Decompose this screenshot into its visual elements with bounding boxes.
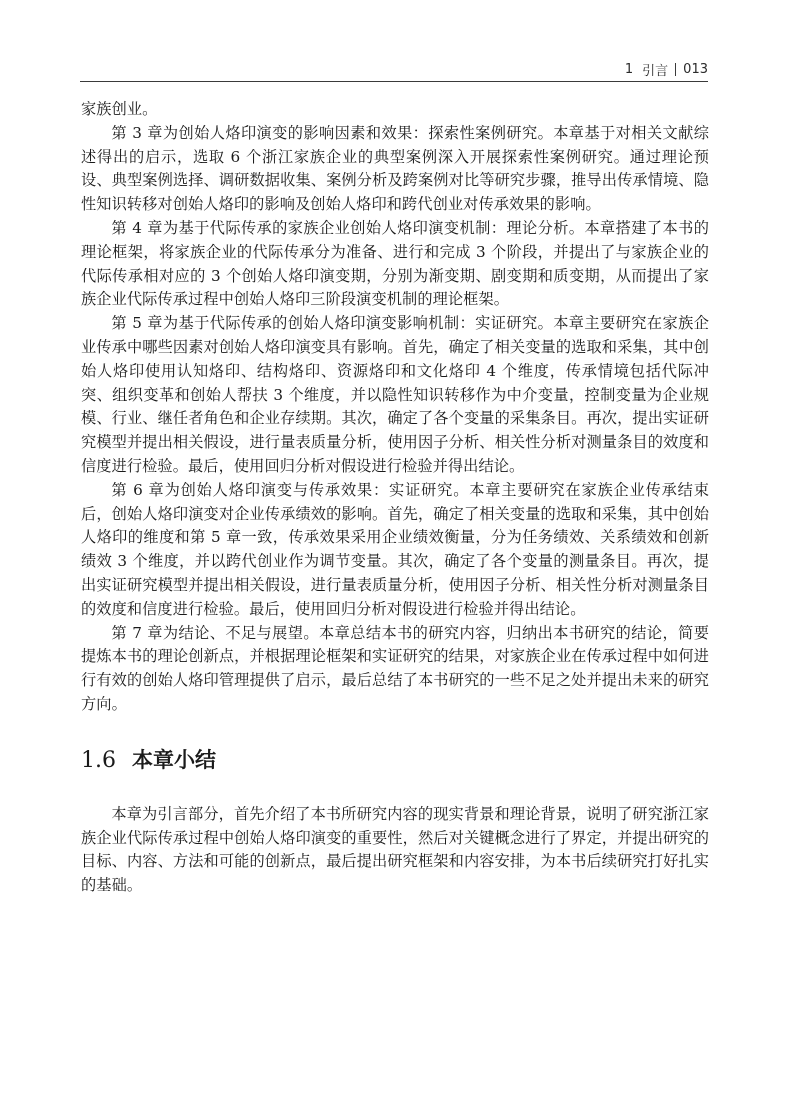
- header-page-number: 013: [683, 62, 708, 77]
- section-number: 1.6: [81, 747, 116, 773]
- header-info: [625, 60, 708, 79]
- header-chapter-number: 1: [624, 62, 634, 77]
- paragraph-chapter-6: 第 6 章为创始人烙印演变与传承效果：实证研究。本章主要研究在家族企业传承结束后，创始人烙印演变对企业传承绩效的影响。首先，确定了相关变量的选取和采集，其中创始人烙印的维度和第 5 章一致，传承效果采用企业绩效衡量，分为任务绩效、关系绩效和创新绩效 3 个维度，并以跨代创业作为调节变量。其次，确定了各个变量的测量条目。再次，提出实证研究模型并提出相关假设，进行量表质量分析，使用因子分析、相关性分析对测量条目的效度和信度进行检验。最后，使用回归分析对假设进行检验并得出结论。: [81, 480, 709, 618]
- running-header: [80, 59, 708, 82]
- paragraph-chapter-7: 第 7 章为结论、不足与展望。本章总结本书的研究内容，归纳出本书研究的结论，简要提炼本书的理论创新点，并根据理论框架和实证研究的结果，对家族企业在传承过程中如何进行有效的创始人烙印管理提供了启示，最后总结了本书研究的一些不足之处并提出未来的研究方向。: [81, 623, 709, 713]
- header-separator: [675, 63, 676, 76]
- paragraph-summary: 本章为引言部分，首先介绍了本书所研究内容的现实背景和理论背景，说明了研究浙江家族企业代际传承过程中创始人烙印演变的重要性，然后对关键概念进行了界定，并提出研究的目标、内容、方法和可能的创新点，最后提出研究框架和内容安排，为本书后续研究打好扎实的基础。: [81, 804, 709, 895]
- section-title: 本章小结: [132, 747, 216, 772]
- header-chapter-title: 引言: [642, 64, 669, 79]
- paragraph-chapter-4: 第 4 章为基于代际传承的家族企业创始人烙印演变机制：理论分析。本章搭建了本书的理论框架，将家族企业的代际传承分为准备、进行和完成 3 个阶段，并提出了与家族企业的代际传承相对应的 3 个创始人烙印演变期，分别为渐变期、剧变期和质变期，从而提出了家族企业代际传承过程中创始人烙印三阶段演变机制的理论框架。: [81, 218, 709, 309]
- paragraph-chapter-5: 第 5 章为基于代际传承的创始人烙印演变影响机制：实证研究。本章主要研究在家族企业传承中哪些因素对创始人烙印演变具有影响。首先，确定了相关变量的选取和采集，其中创始人烙印使用认知烙印、结构烙印、资源烙印和文化烙印 4 个维度，传承情境包括代际冲突、组织变革和创始人帮扶 3 个维度，并以隐性知识转移作为中介变量，控制变量为企业规模、行业、继任者角色和企业存续期。其次，确定了各个变量的采集条目。再次，提出实证研究模型并提出相关假设，进行量表质量分析，使用因子分析、相关性分析对测量条目的效度和信度进行检验。最后，使用回归分析对假设进行检验并得出结论。: [81, 314, 709, 475]
- paragraph-chapter-3: 第 3 章为创始人烙印演变的影响因素和效果：探索性案例研究。本章基于对相关文献综述得出的启示，选取 6 个浙江家族企业的典型案例深入开展探索性案例研究。通过理论预设、典型案例选择、调研数据收集、案例分析及跨案例对比等研究步骤，推导出传承情境、隐性知识转移对创始人烙印的影响及创始人烙印和跨代创业对传承效果的影响。: [81, 123, 709, 214]
- page-body: [81, 98, 709, 898]
- section-heading: [81, 745, 709, 775]
- paragraph-continuation: 家族创业。: [81, 100, 158, 118]
